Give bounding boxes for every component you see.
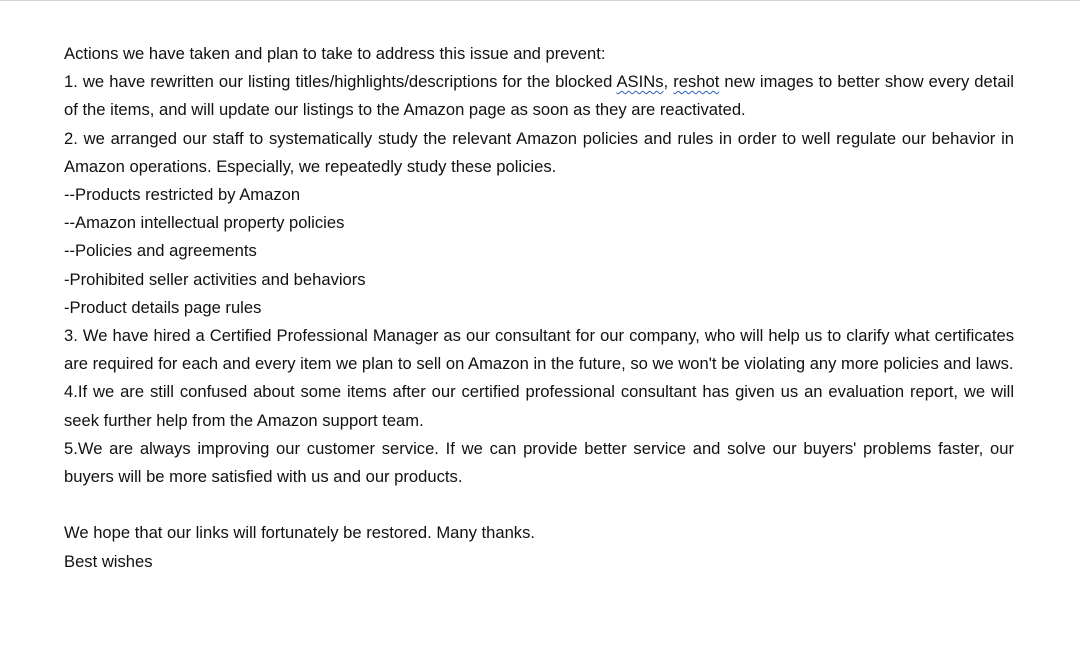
sign-off: Best wishes (64, 551, 153, 571)
blank-line (64, 491, 1014, 519)
action-item-1-separator: , (663, 72, 674, 92)
action-item-1 (64, 68, 1014, 124)
action-item-1-text-end: new images to better show every detail of the items, and will update our listings to the Amazon page as soon as they are reactivated. (64, 72, 1014, 120)
closing-paragraph: We hope that our links will fortunately be restored. Many thanks. (64, 523, 536, 543)
spellcheck-flagged-word[interactable]: reshot (673, 72, 720, 92)
policy-item-intellectual-property: --Amazon intellectual property policies (64, 213, 345, 233)
policy-item-restricted-products: --Products restricted by Amazon (64, 185, 301, 205)
intro-paragraph: Actions we have taken and plan to take to address this issue and prevent: (64, 44, 606, 63)
spellcheck-flagged-word[interactable]: ASINs (616, 72, 664, 92)
action-item-3: 3. We have hired a Certified Professional Manager as our consultant for our company, who will help us to clarify what certificates are required for each and every item we plan to sell on Amazon in the future, so we won't be violating any more policies and laws. (64, 326, 1014, 374)
action-item-4: 4.If we are still confused about some items after our certified professional consultant has given us an evaluation report, we will seek further help from the Amazon support team. (64, 382, 1014, 430)
action-item-2: 2. we arranged our staff to systematically study the relevant Amazon policies and rules in order to well regulate our behavior in Amazon operations. Especially, we repeatedly study these policies. (64, 128, 1014, 176)
action-item-1-text-start: 1. we have rewritten our listing titles/highlights/descriptions for the blocked (64, 72, 617, 92)
document-body[interactable] (64, 40, 1014, 576)
action-item-5: 5.We are always improving our customer service. If we can provide better service and solve our buyers' problems faster, our buyers will be more satisfied with us and our products. (64, 438, 1014, 487)
policy-item-product-detail-rules: -Product details page rules (64, 297, 262, 317)
page-top-border (0, 0, 1080, 1)
policy-item-prohibited-activities: -Prohibited seller activities and behaviors (64, 269, 366, 289)
policy-item-policies-agreements: --Policies and agreements (64, 241, 257, 261)
